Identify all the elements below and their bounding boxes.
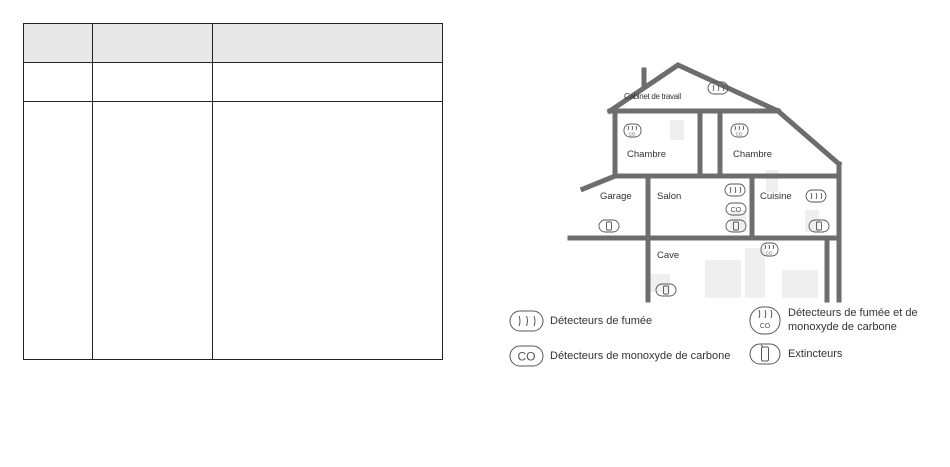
table-cell [24, 63, 93, 102]
table-cell [212, 102, 442, 360]
table-header-cell [92, 24, 212, 63]
legend-smoke-co-icon [750, 307, 780, 334]
svg-text:CO: CO [759, 323, 771, 330]
room-label-cabinet: Cabinet de travail [624, 92, 681, 101]
svg-text:CO: CO [628, 131, 636, 137]
svg-text:CO: CO [765, 250, 773, 256]
table-cell [92, 63, 212, 102]
house-detector-diagram [500, 60, 940, 380]
table-header-row [24, 24, 443, 63]
legend-smoke-icon [510, 311, 543, 331]
table-cell [92, 102, 212, 360]
room-label-chambre-left: Chambre [627, 149, 667, 160]
table-cell [24, 102, 93, 360]
room-label-chambre-right: Chambre [733, 149, 773, 160]
legend-smoke-co-label-line1: Détecteurs de fumée et de [788, 307, 918, 319]
legend-co-icon [510, 346, 543, 366]
table-header-cell [24, 24, 93, 63]
table-cell [212, 63, 442, 102]
room-label-salon: Salon [657, 191, 682, 202]
room-label-cave: Cave [657, 250, 680, 261]
legend-extinguisher-icon [750, 344, 780, 364]
room-label-cuisine: Cuisine [760, 191, 792, 202]
empty-table [23, 23, 443, 360]
svg-text:CO: CO [730, 207, 742, 214]
svg-text:CO: CO [517, 349, 536, 364]
legend-extinguisher-label: Extincteurs [788, 348, 843, 360]
table-row [24, 102, 443, 360]
svg-text:CO: CO [735, 131, 743, 137]
room-label-garage: Garage [600, 191, 632, 202]
table-row [24, 63, 443, 102]
legend-smoke-co-label-line2: monoxyde de carbone [788, 321, 897, 333]
legend-co-label: Détecteurs de monoxyde de carbone [550, 350, 731, 362]
table-header-cell [212, 24, 442, 63]
legend-smoke-label: Détecteurs de fumée [550, 315, 653, 327]
